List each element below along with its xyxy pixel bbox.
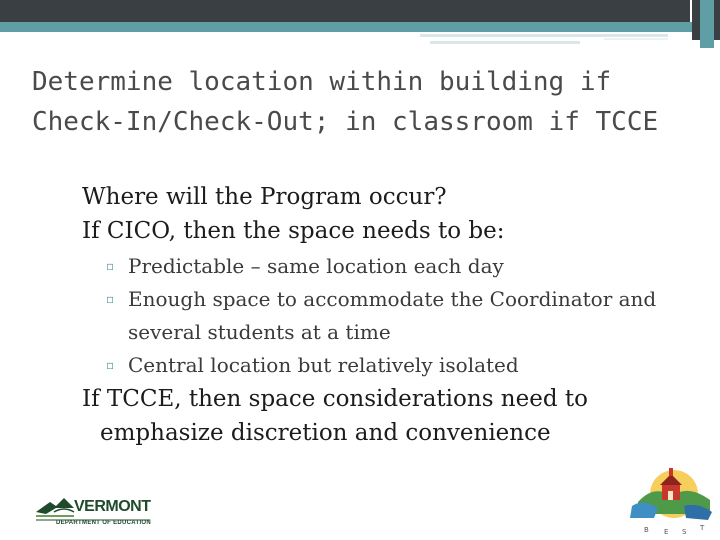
band-accent-line [430, 41, 580, 44]
band-teal-stripe [0, 22, 696, 32]
list-item-text: Predictable – same location each day [128, 254, 504, 278]
list-item-text: Central location but relatively isolated [128, 353, 519, 377]
list-item-text: Enough space to accommodate the Coordinator and several students at a time [128, 287, 657, 344]
best-schoolhouse-logo-icon [624, 462, 716, 538]
body-line-tcce: If TCCE, then space considerations need to emphasize discretion and convenience [82, 386, 588, 446]
band-right-teal-block [700, 0, 714, 48]
vermont-department-label: DEPARTMENT OF EDUCATION [56, 520, 152, 526]
svg-text:E: E [664, 528, 669, 536]
band-accent-line [420, 34, 668, 37]
cico-bullet-list [106, 250, 692, 382]
band-accent-line [604, 38, 668, 40]
body-line-question: Where will the Program occur? [82, 184, 447, 210]
slide-title: Determine location within building if Check-In/Check-Out; in classroom if TCCE [32, 67, 659, 137]
vermont-wordmark: VERMONT [74, 498, 151, 515]
svg-text:T: T [700, 524, 705, 532]
band-dark-stripe [0, 0, 690, 22]
list-item [106, 283, 692, 349]
open-square-bullet-icon: ▫ [106, 292, 115, 306]
list-item [106, 250, 692, 283]
slide-body [82, 180, 692, 450]
svg-text:B: B [644, 526, 649, 534]
list-item [106, 349, 692, 382]
svg-text:S: S [682, 528, 687, 536]
top-decorative-band [0, 0, 720, 48]
open-square-bullet-icon: ▫ [106, 259, 115, 273]
open-square-bullet-icon: ▫ [106, 358, 115, 372]
body-line-cico: If CICO, then the space needs to be: [82, 218, 505, 244]
